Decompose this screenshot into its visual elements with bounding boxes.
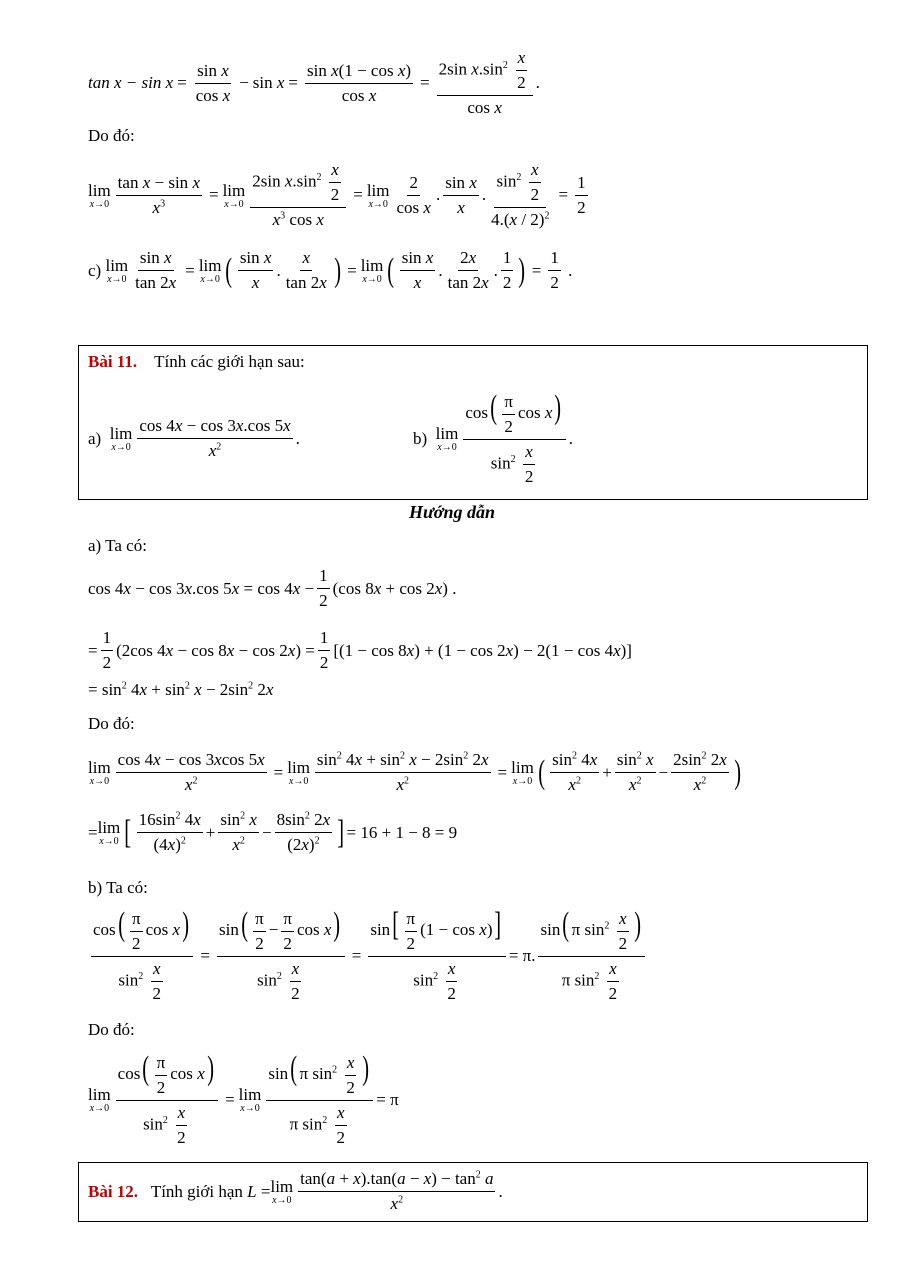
sol-b-do-do: Do đó:: [88, 1020, 135, 1039]
limit-line-c: c) lim x→0 $\frac{\text{sin x}}{\tan 2x}$ = lim x→0 ( $\frac{\text{sin x}}{x}$ . $\frac{x}{\tan 2x}$ ) = lim x→0 ( $\frac{\text{sin x}}{x}$ . $\frac{2x}{\tan 2x}$ . $\frac{1}{2}$ ) = $\frac{1}{2}$ .: [88, 248, 573, 292]
huong-dan-heading: Hướng dẫn: [409, 502, 495, 522]
limit-line-1: lim x→0 $\frac{\text{tan x − sin x}}{x^3}$ = lim x→0 2sin $x.\sin^2$ $\frac{x}{2}$ $x^3$ cos x = lim x→0 $\frac{2}{\text{cos x}}$ . $\frac{\text{sin x}}{x}$ . $\sin^2$ $\frac{x}{2}$ 4.(x / 2)$^2$ = $\frac{1}{2}$: [88, 160, 586, 229]
sol-a-limit2: = lim x→0 [ $\frac{16\sin^2 4x}{(4x)^2}$ + $\frac{\sin^2 x}{x^2}$ − $\frac{8\sin^2 2x}{(2x)^2}$ ] = 16 + 1 − 8 = 9: [88, 810, 458, 854]
do-do-1: Do đó:: [88, 126, 135, 145]
sol-a-line3: = $\sin^2 4x + \sin^2 x - 2\sin^2$ 2x: [88, 680, 274, 699]
identity-line: tan x − sin x = $\frac{\text{sin x}}{\text{cos x}}$ − sin x = $\frac{\text{sin x(1 − cos x)}}{\text{cos x}}$ = 2sin $x.\sin^2$ $\frac{x}{2}$ cos x .: [88, 48, 540, 117]
part-a-label: a): [88, 428, 102, 448]
bai11-box: [78, 345, 868, 500]
sol-a-intro: a) Ta có:: [88, 536, 147, 555]
sol-b-limit: lim x→0 cos( $\frac{\pi}{2}$ cos x) $\sin^2$ $\frac{x}{2}$ = lim x→0 sin( π $\sin^2$ $\frac{x}{2}$ ) π $\sin^2$ $\frac{x}{2}$ = π: [88, 1050, 399, 1147]
part-b-label: b): [413, 428, 428, 448]
sol-b-line1: cos( $\frac{\pi}{2}$ cos x) $\sin^2$ $\frac{x}{2}$ = sin( $\frac{\pi}{2}$ − $\frac{\pi}{2}$ cos x) $\sin^2$ $\frac{x}{2}$ = sin[ $\frac{\pi}{2}$ (1 − cos x)] $\sin^2$ $\frac{x}{2}$ = π. sin( π $\sin^2$ $\frac{x}{2}$ ) π $\sin^2$ $\frac{x}{2}$: [88, 908, 648, 1004]
bai12-box: Bài 12. Tính giới hạn L = lim x→0 $\frac{\tan(a + x).\tan(a - x) - \tan^2 a}{x^2}$ .: [78, 1162, 868, 1222]
bai12-prompt: Tính giới hạn: [150, 1181, 243, 1201]
sol-b-intro: b) Ta có:: [88, 878, 148, 897]
sol-a-do-do: Do đó:: [88, 714, 135, 733]
bai11-b: b) lim x→0 cos( $\frac{\pi}{2}$ cos x) $\sin^2$ $\frac{x}{2}$ .: [413, 389, 573, 486]
bai12-label: Bài 12.: [88, 1181, 139, 1201]
sol-a-line2: = $\frac{1}{2}$ (2cos 4x − cos 8x − cos 2x) = $\frac{1}{2}$ [(1 − cos 8x) + (1 − cos 2x) − 2(1 − cos 4x)]: [88, 628, 632, 672]
bai11-prompt: Tính các giới hạn sau:: [154, 352, 305, 371]
sol-a-line1: cos 4x − cos 3x.cos 5x = cos 4x − $\frac{1}{2}$ (cos 8x + cos 2x) .: [88, 566, 457, 610]
bai11-label: Bài 11.: [88, 352, 138, 371]
bai11-a: a) lim x→0 $\frac{\cos 4x - \cos 3x.\cos 5x}{x^2}$ .: [88, 416, 300, 460]
sol-a-limit1: lim x→0 $\frac{\cos 4x - \cos 3xcos 5x}{x^2}$ = lim x→0 $\frac{\sin^2 4x + \sin^2 x - 2\sin^2 2x}{x^2}$ = lim x→0 ( $\frac{\sin^2 4x}{x^2}$ + $\frac{\sin^2 x}{x^2}$ − $\frac{2\sin^2 2x}{x^2}$ ): [88, 750, 741, 794]
